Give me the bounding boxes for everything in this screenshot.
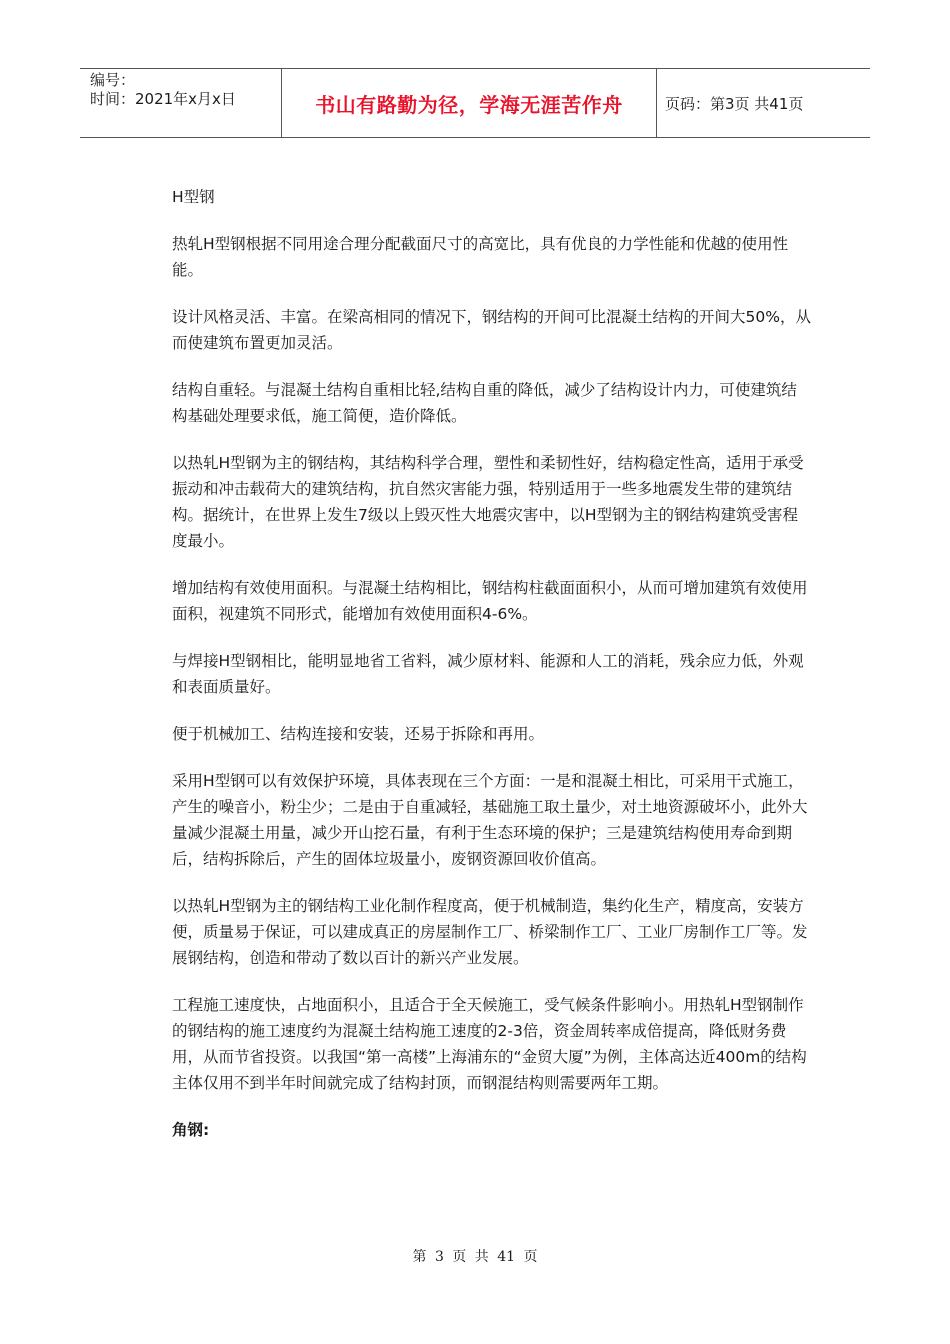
header-page-info: 页码：第3页 共41页	[665, 94, 804, 113]
document-body	[172, 184, 812, 1164]
header-motto: 书山有路勤为径，学海无涯苦作舟	[282, 69, 657, 137]
paragraph: 热轧H型钢根据不同用途合理分配截面尺寸的高宽比，具有优良的力学性能和优越的使用性能。	[172, 235, 789, 279]
paragraph: 与焊接H型钢相比，能明显地省工省料，减少原材料、能源和人工的消耗，残余应力低，外观和表面质量好。	[172, 652, 804, 696]
paragraph: 采用H型钢可以有效保护环境，具体表现在三个方面：一是和混凝土相比，可采用干式施工，产生的噪音小，粉尘少；二是由于自重减轻，基础施工取土量少，对土地资源破坏小，此外大量减少混凝土用量，减少开山挖石量，有利于生态环境的保护；三是建筑结构使用寿命到期后，结构拆除后，产生的固体垃圾量小，废钢资源回收价值高。	[172, 772, 808, 868]
paragraph-title: H型钢	[172, 188, 215, 206]
document-date: 时间：2021年x月x日	[90, 90, 236, 108]
document-number-label: 编号：	[90, 71, 136, 89]
paragraph: 结构自重轻。与混凝土结构自重相比轻,结构自重的降低，减少了结构设计内力，可使建筑结构基础处理要求低，施工简便，造价降低。	[172, 381, 797, 425]
paragraph: 以热轧H型钢为主的钢结构工业化制作程度高，便于机械制造，集约化生产，精度高，安装方便，质量易于保证，可以建成真正的房屋制作工厂、桥梁制作工厂、工业厂房制作工厂等。发展钢结构，创造和带动了数以百计的新兴产业发展。	[172, 897, 808, 967]
header-meta	[80, 69, 282, 137]
paragraph: 便于机械加工、结构连接和安装，还易于拆除和再用。	[172, 725, 545, 743]
paragraph: 设计风格灵活、丰富。在梁高相同的情况下，钢结构的开间可比混凝土结构的开间大50%，从而使建筑布置更加灵活。	[172, 308, 811, 352]
paragraph: 以热轧H型钢为主的钢结构，其结构科学合理，塑性和柔韧性好，结构稳定性高，适用于承受振动和冲击载荷大的建筑结构，抗自然灾害能力强，特别适用于一些多地震发生带的建筑结构。据统计，在世界上发生7级以上毁灭性大地震灾害中，以H型钢为主的钢结构建筑受害程度最小。	[172, 454, 804, 550]
page-footer: 第 3 页 共 41 页	[412, 1249, 538, 1265]
page-header	[80, 68, 870, 138]
paragraph: 工程施工速度快，占地面积小，且适合于全天候施工，受气候条件影响小。用热轧H型钢制作的钢结构的施工速度约为混凝土结构施工速度的2-3倍，资金周转率成倍提高，降低财务费用，从而节省投资。以我国“第一高楼”上海浦东的“金贸大厦”为例，主体高达近400m的结构主体仅用不到半年时间就完成了结构封顶，而钢混结构则需要两年工期。	[172, 996, 807, 1092]
section-heading: 角钢:	[172, 1121, 210, 1139]
paragraph: 增加结构有效使用面积。与混凝土结构相比，钢结构柱截面面积小，从而可增加建筑有效使用面积，视建筑不同形式，能增加有效使用面积4-6%。	[172, 579, 808, 623]
